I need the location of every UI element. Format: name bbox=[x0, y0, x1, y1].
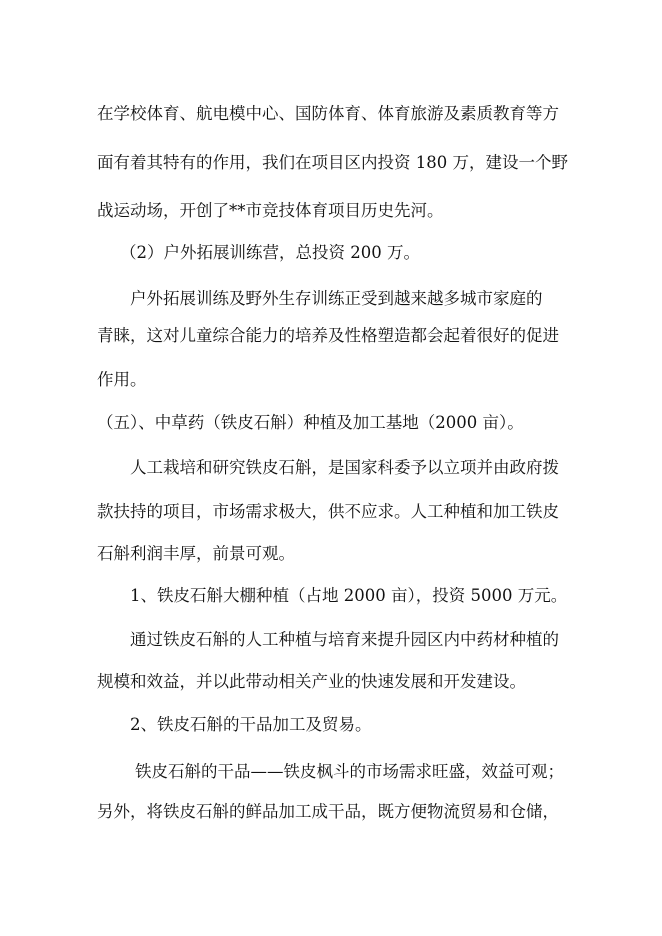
text-line: 通过铁皮石斛的人工种植与培育来提升园区内中药材种植的 bbox=[130, 630, 559, 649]
text-line: 作用。 bbox=[97, 370, 147, 389]
text-line: 在学校体育、航电模中心、国防体育、体育旅游及素质教育等方 bbox=[97, 104, 559, 123]
text-line: 青睐，这对儿童综合能力的培养及性格塑造都会起着很好的促进 bbox=[97, 326, 559, 345]
text-line: 战运动场，开创了**市竞技体育项目历史先河。 bbox=[97, 201, 444, 220]
text-line: 石斛利润丰厚，前景可观。 bbox=[97, 544, 295, 563]
text-line: 另外，将铁皮石斛的鲜品加工成干品，既方便物流贸易和仓储， bbox=[97, 802, 559, 821]
text-line: 铁皮石斛的干品——铁皮枫斗的市场需求旺盛，效益可观； bbox=[135, 762, 564, 781]
text-line: 人工栽培和研究铁皮石斛，是国家科委予以立项并由政府拨 bbox=[130, 458, 559, 477]
text-line: 规模和效益，并以此带动相关产业的快速发展和开发建设。 bbox=[97, 672, 526, 691]
heading-subsection: 2、铁皮石斛的干品加工及贸易。 bbox=[130, 715, 372, 734]
text-line: 款扶持的项目，市场需求极大，供不应求。人工种植和加工铁皮 bbox=[97, 502, 559, 521]
heading-subsection: 1、铁皮石斛大棚种植（占地 2000 亩），投资 5000 万元。 bbox=[130, 586, 568, 605]
heading-subsection: （2）户外拓展训练营，总投资 200 万。 bbox=[120, 243, 420, 262]
heading-section: （五）、中草药（铁皮石斛）种植及加工基地（2000 亩）。 bbox=[97, 413, 524, 432]
text-line: 面有着其特有的作用，我们在项目区内投资 180 万，建设一个野 bbox=[97, 153, 568, 172]
text-line: 户外拓展训练及野外生存训练正受到越来越多城市家庭的 bbox=[130, 289, 543, 308]
